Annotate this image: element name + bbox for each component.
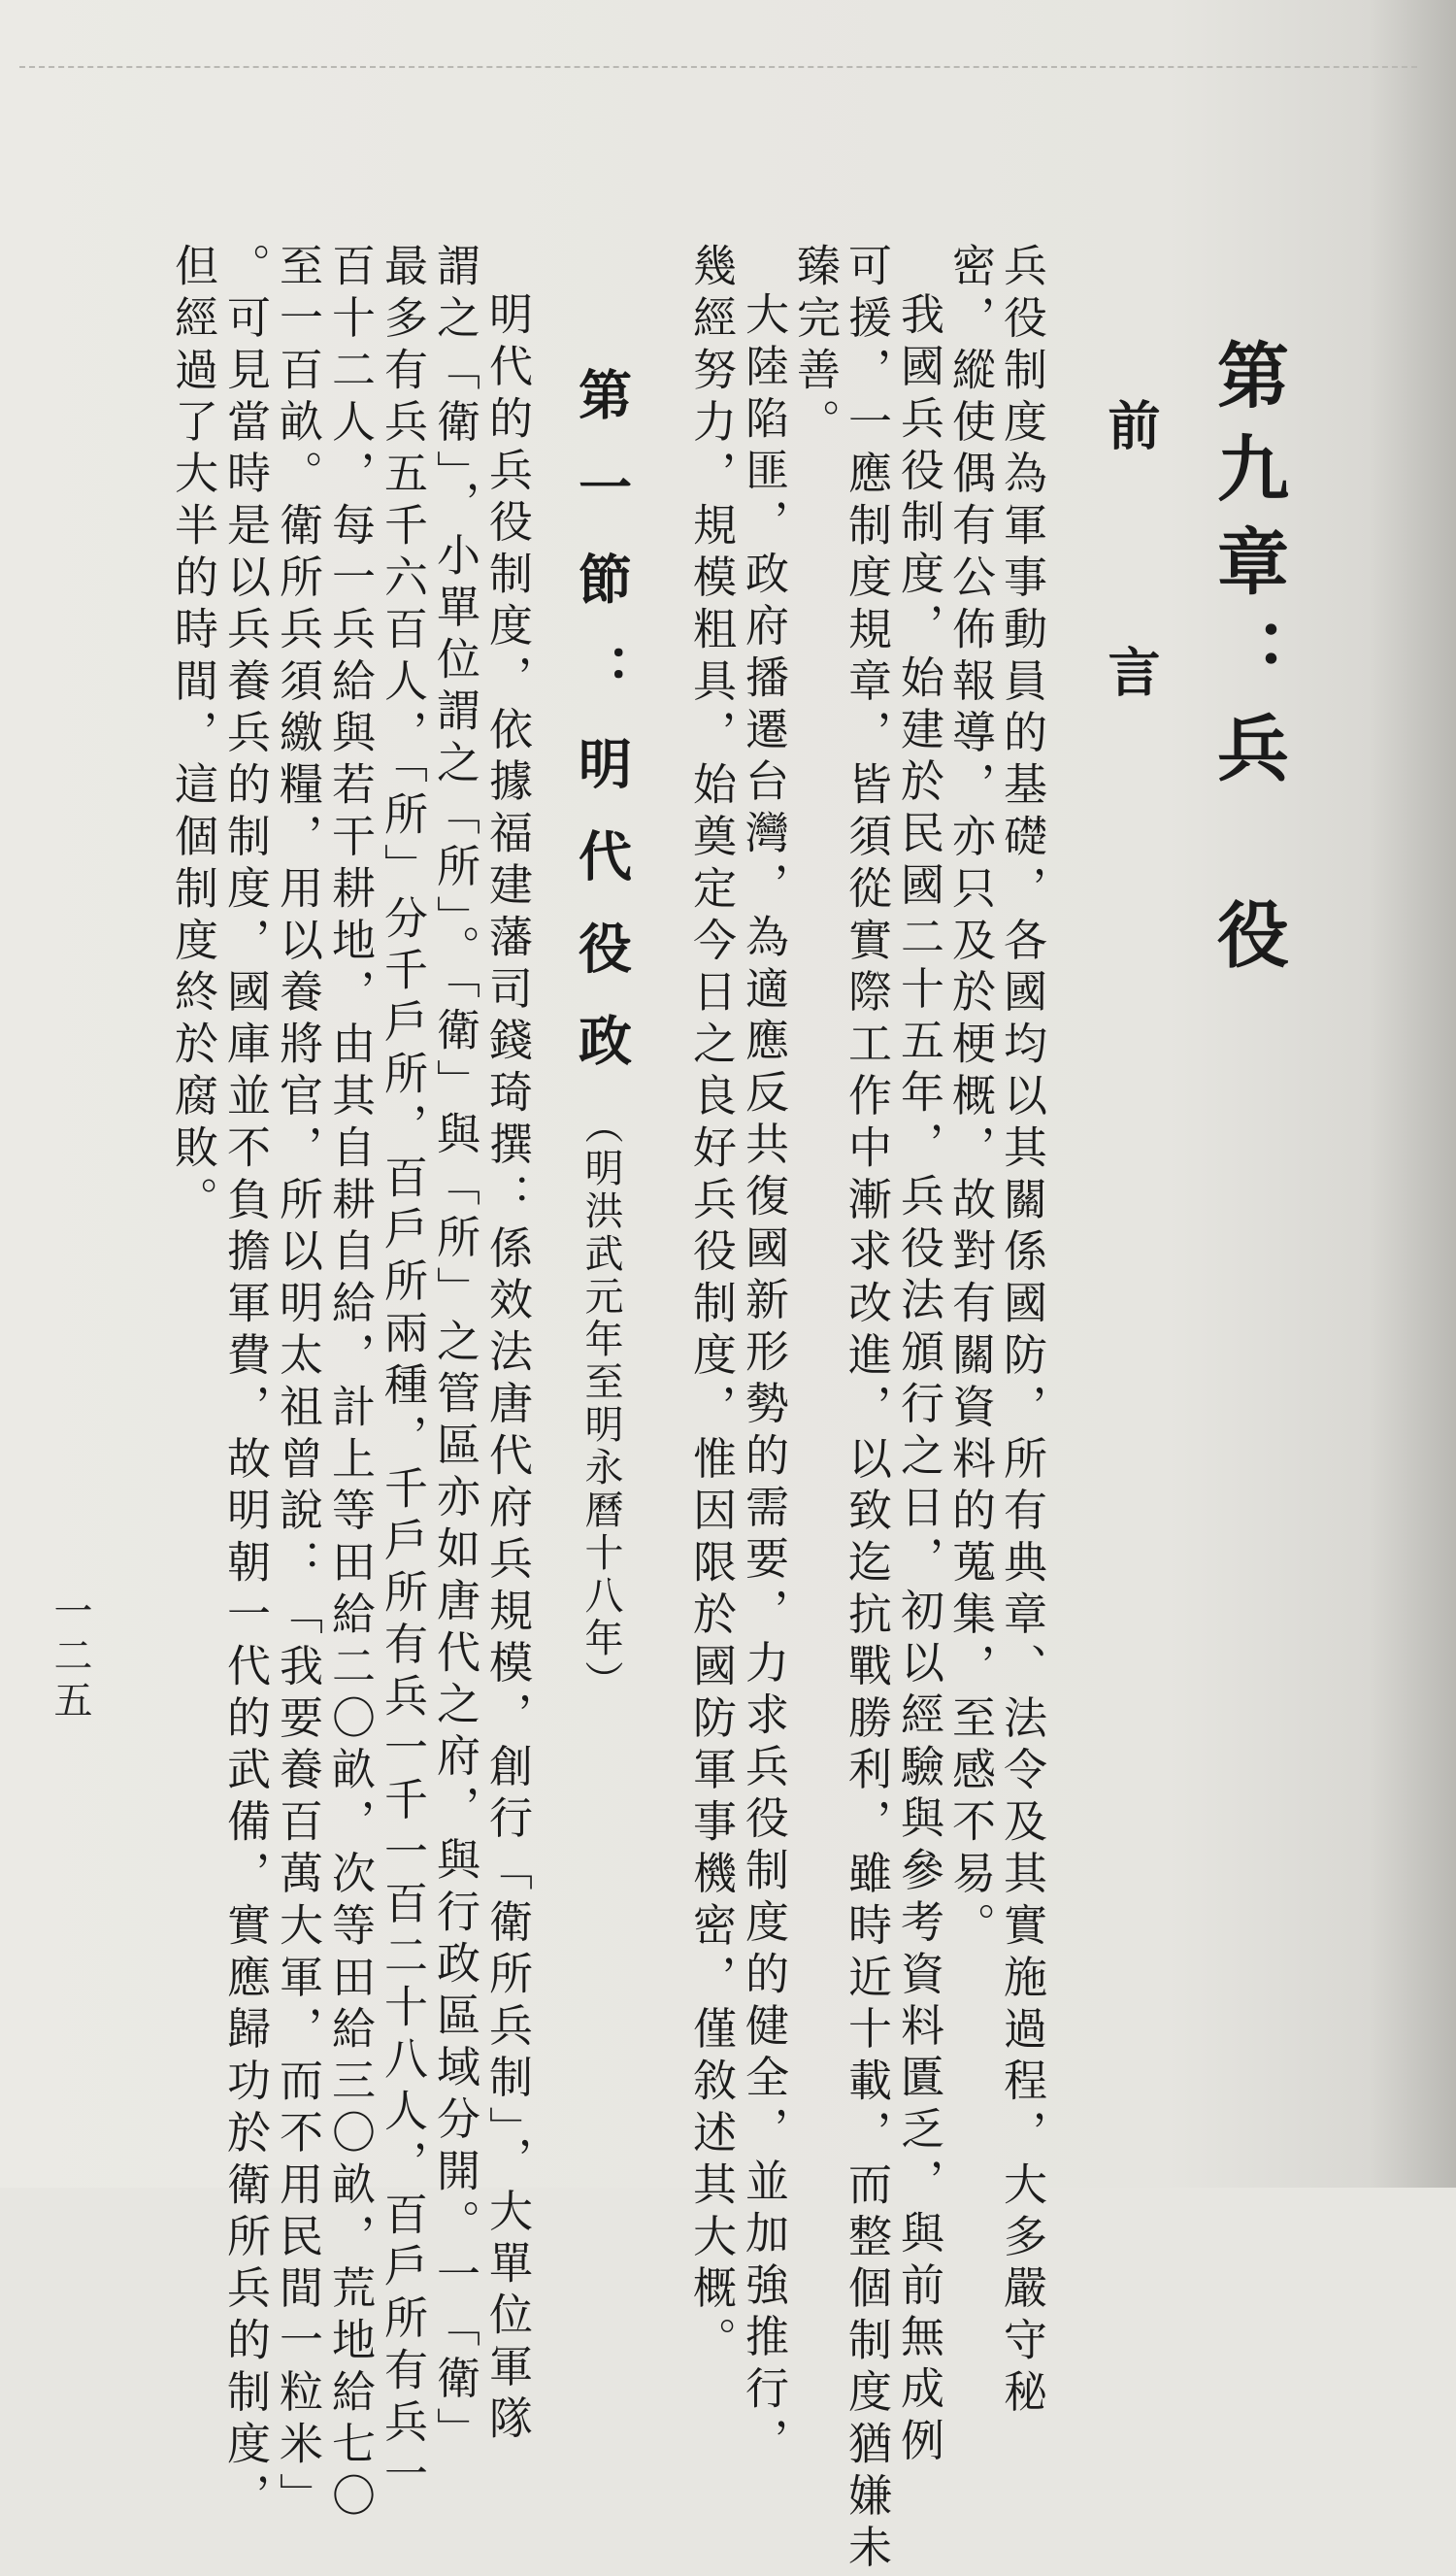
section-line: 明代的兵役制度，依據福建藩司錢琦撰：係效法唐代府兵規模，創行「衛所兵制」，大單位軍隊: [481, 291, 533, 2448]
section-line: 至一百畝。衛所兵須繳糧，用以養將官，所以明太祖曾說：「我要養百萬大軍，而不用民間一粒米」: [272, 243, 323, 2525]
section-title: [570, 367, 633, 1703]
section-line: 最多有兵五千六百人，「所」分千戶所，百戶所兩種，千戶所有兵一千一百二十八人，百戶所有兵一: [377, 243, 428, 2503]
preface-line: 密，縱使偶有公佈報導，亦只及於梗概，故對有關資料的蒐集，至感不易。: [944, 243, 996, 1955]
section-line: 。可見當時是以兵養兵的制度，國庫並不負擔軍費，故明朝一代的武備，實應歸功於衛所兵的制度，: [219, 243, 271, 2525]
chapter-title: 第九章：兵 役: [1206, 338, 1289, 990]
section-line: 百十二人，每一兵給與若干耕地，由其自耕自給，計上等田給二〇畝，次等田給三〇畝，荒地給七〇: [324, 243, 376, 2525]
preface-line: 兵役制度為軍事動員的基礎，各國均以其關係國防，所有典章、法令及其實施過程，大多嚴守秘: [996, 243, 1047, 2421]
preface-line: 臻完善。: [789, 243, 841, 451]
preface-line: 大陸陷匪，政府播遷台灣，為適應反共復國新形勢的需要，力求兵役制度的健全，並加強推行，: [738, 291, 789, 2469]
preface-line: 幾經努力，規模粗具，始奠定今日之良好兵役制度，惟因限於國防軍事機密，僅敘述其大概。: [685, 243, 737, 2369]
preface-line: 我國兵役制度，始建於民國二十五年，兵役法頒行之日，初以經驗與參考資料匱乏，與前無成例: [893, 291, 944, 2469]
section-subtitle: （明洪武元年至明永曆十八年）: [579, 1105, 623, 1703]
section-line: 謂之「衛」，小單位謂之「所」。「衛」與「所」之管區亦如唐代之府，與行政區域分開。一「衛」: [429, 243, 480, 2459]
section-title-text: 第一節：明代役政: [570, 367, 633, 1105]
section-line: 但經過了大半的時間，這個制度終於腐敗。: [167, 243, 218, 1228]
preface-line: 可援，一應制度規章，皆須從實際工作中漸求改進，以致迄抗戰勝利，雖時近十載，而整個制度猶嫌未: [841, 243, 892, 2576]
scan-edge-divider: [19, 66, 1417, 68]
preface-heading: 前言: [1100, 398, 1162, 891]
page-number: 一二五: [48, 1590, 92, 1724]
